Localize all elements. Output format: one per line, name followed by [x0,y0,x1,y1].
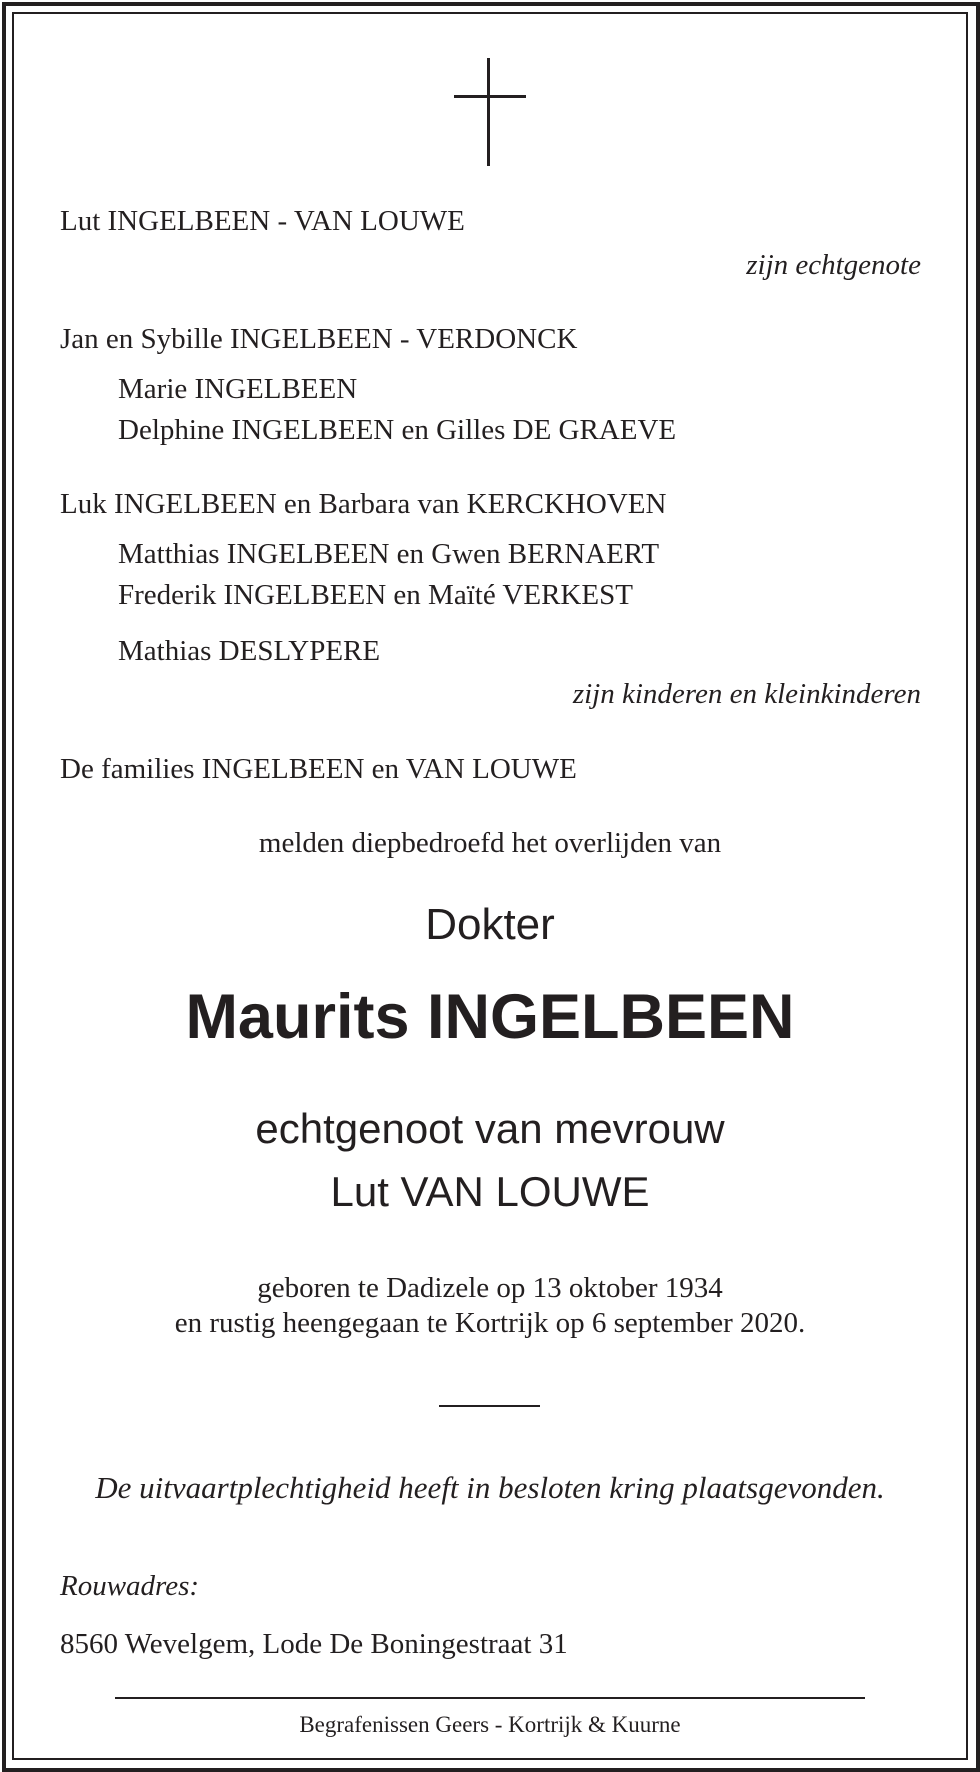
ceremony-text: De uitvaartplechtigheid heeft in besloten kring plaatsgevonden. [95,1470,885,1505]
spouse-role: zijn echtgenote [746,249,921,281]
cross-vertical-bar [487,58,490,166]
address-label: Rouwadres: [60,1570,200,1602]
address-value: 8560 Wevelgem, Lode De Boningestraat 31 [60,1628,568,1660]
grandchild-3: Matthias INGELBEEN en Gwen BERNAERT [118,538,660,570]
grandchild-2: Delphine INGELBEEN en Gilles DE GRAEVE [118,414,677,446]
spouse-of-line1: echtgenoot van mevrouw [255,1105,725,1152]
announcement-text: melden diepbedroefd het overlijden van [258,827,722,859]
death-line: en rustig heengegaan te Kortrijk op 6 september 2020. [174,1307,806,1339]
grandchild-5: Mathias DESLYPERE [118,635,381,667]
birth-line: geboren te Dadizele op 13 oktober 1934 [257,1272,723,1304]
funeral-home-footer: Begrafenissen Geers - Kortrijk & Kuurne [299,1712,681,1737]
child-1: Jan en Sybille INGELBEEN - VERDONCK [60,323,578,355]
cross-horizontal-bar [454,95,526,98]
grandchild-4: Frederik INGELBEEN en Maïté VERKEST [118,579,633,611]
spouse-of-line2: Lut VAN LOUWE [330,1168,650,1215]
footer-rule [115,1697,865,1699]
families-line: De families INGELBEEN en VAN LOUWE [60,753,577,785]
child-2: Luk INGELBEEN en Barbara van KERCKHOVEN [60,488,667,520]
spouse-name: Lut INGELBEEN - VAN LOUWE [60,205,465,237]
grandchild-1: Marie INGELBEEN [118,373,358,405]
deceased-title: Dokter [425,900,555,949]
separator-short [439,1405,540,1407]
deceased-name: Maurits INGELBEEN [185,982,795,1052]
children-role: zijn kinderen en kleinkinderen [572,678,921,710]
